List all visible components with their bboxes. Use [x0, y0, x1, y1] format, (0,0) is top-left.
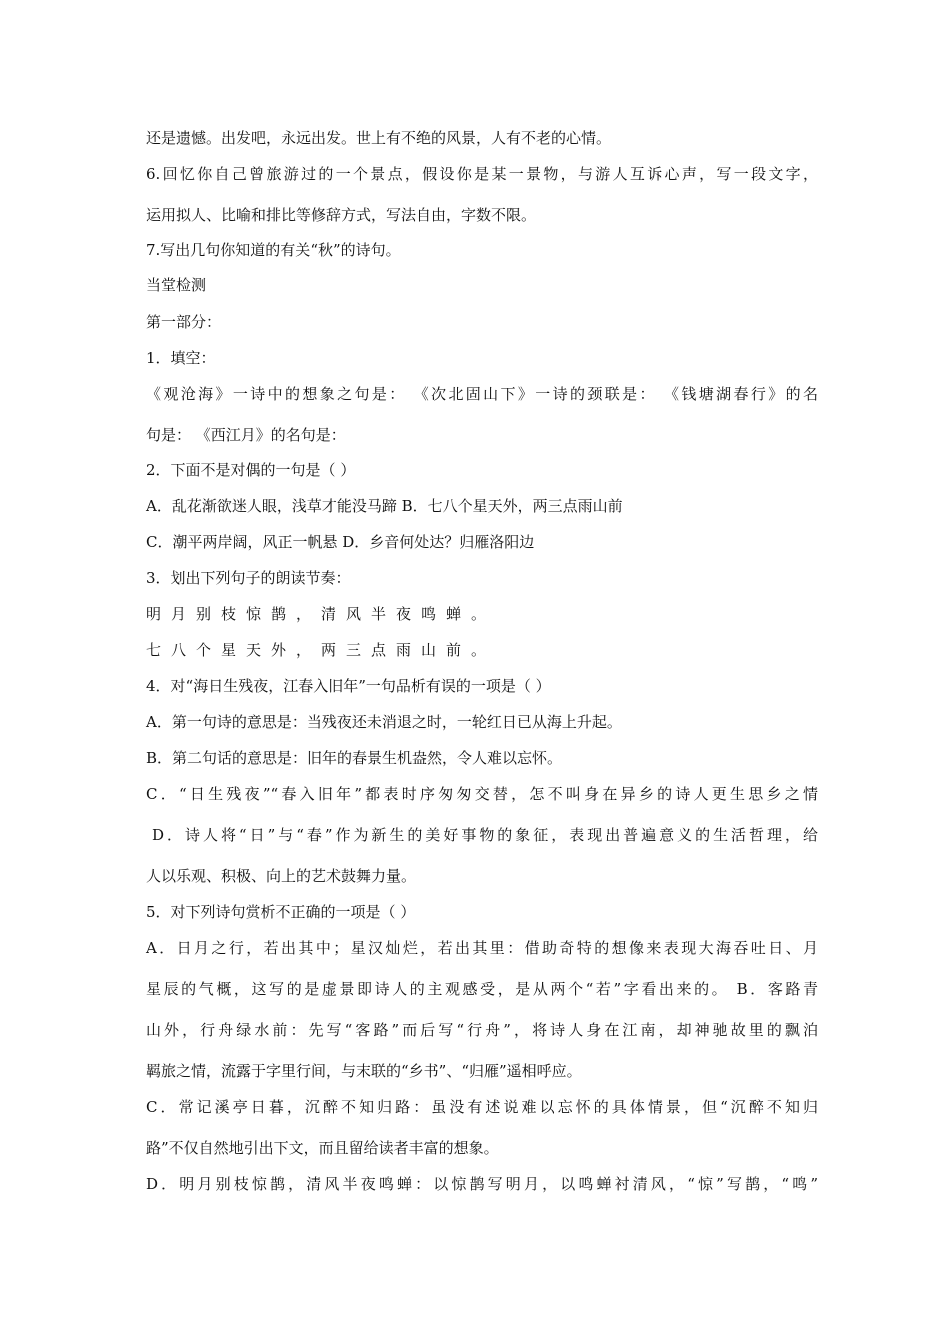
question-5-line-6: 路”不仅自然地引出下文，而且留给读者丰富的想象。: [146, 1139, 499, 1157]
section-heading: 当堂检测: [146, 276, 207, 294]
question-1: 1．填空：: [146, 349, 216, 367]
question-1-line-2: 句是： 《西江月》的名句是：: [146, 426, 346, 444]
question-4-option-a: A．第一句诗的意思是：当残夜还未消退之时，一轮红日已从海上升起。: [146, 713, 622, 731]
question-3-line-1: 明月别枝惊鹊，清风半夜鸣蝉。: [146, 605, 497, 623]
question-4-option-c: C．“日生残夜”“春入旧年”都表时序匆匆交替，怎不叫身在异乡的诗人更生思乡之情: [146, 785, 818, 803]
text-line-1: 还是遗憾。出发吧，永远出发。世上有不绝的风景，人有不老的心情。: [146, 129, 612, 147]
question-5-line-2: 星辰的气概，这写的是虚景即诗人的主观感受，是从两个“若”字看出来的。 B．客路青: [146, 980, 818, 998]
question-5-line-3: 山外，行舟绿水前：先写“客路”而后写“行舟”，将诗人身在江南，却神驰故里的飘泊: [146, 1021, 818, 1039]
question-5-line-1: A．日月之行，若出其中；星汉灿烂，若出其里：借助奇特的想像来表现大海吞吐日、月: [146, 939, 818, 957]
question-6-line-1: 6.回忆你自己曾旅游过的一个景点，假设你是某一景物，与游人互诉心声，写一段文字，: [146, 165, 818, 183]
question-6-line-2: 运用拟人、比喻和排比等修辞方式，写法自由，字数不限。: [146, 206, 537, 224]
question-5-line-7: D．明月别枝惊鹊，清风半夜鸣蝉：以惊鹊写明月，以鸣蝉衬清风，“惊”写鹊，“鸣”: [146, 1175, 818, 1193]
question-5-line-5: C．常记溪亭日暮，沉醉不知归路：虽没有述说难以忘怀的具体情景，但“沉醉不知归: [146, 1098, 818, 1116]
question-2-options-cd: C．潮平两岸阔，风正一帆悬 D．乡音何处达？归雁洛阳边: [146, 533, 535, 551]
question-4-option-b: B．第二句话的意思是：旧年的春景生机盎然，令人难以忘怀。: [146, 749, 563, 767]
question-4-option-d-line-1: D．诗人将“日”与“春”作为新生的美好事物的象征，表现出普遍意义的生活哲理，给: [152, 826, 818, 844]
question-3-line-2: 七八个星天外，两三点雨山前。: [146, 641, 497, 659]
question-7: 7.写出几句你知道的有关“秋”的诗句。: [146, 241, 401, 259]
part-heading: 第一部分：: [146, 313, 222, 331]
question-4-option-d-line-2: 人以乐观、积极、向上的艺术鼓舞力量。: [146, 867, 417, 885]
question-5-line-4: 羁旅之情，流露于字里行间，与末联的“乡书”、“归雁”遥相呼应。: [146, 1062, 582, 1080]
question-2-options-ab: A．乱花渐欲迷人眼，浅草才能没马蹄 B．七八个星天外，两三点雨山前: [146, 497, 623, 515]
question-5: 5．对下列诗句赏析不正确的一项是（ ）: [146, 903, 416, 921]
question-1-line-1: 《观沧海》一诗中的想象之句是： 《次北固山下》一诗的颈联是： 《钱塘湖春行》的名: [146, 385, 818, 403]
question-4: 4．对“海日生残夜，江春入旧年”一句品析有误的一项是（ ）: [146, 677, 551, 695]
question-3: 3．划出下列句子的朗读节奏：: [146, 569, 351, 587]
question-2: 2．下面不是对偶的一句是（ ）: [146, 461, 356, 479]
